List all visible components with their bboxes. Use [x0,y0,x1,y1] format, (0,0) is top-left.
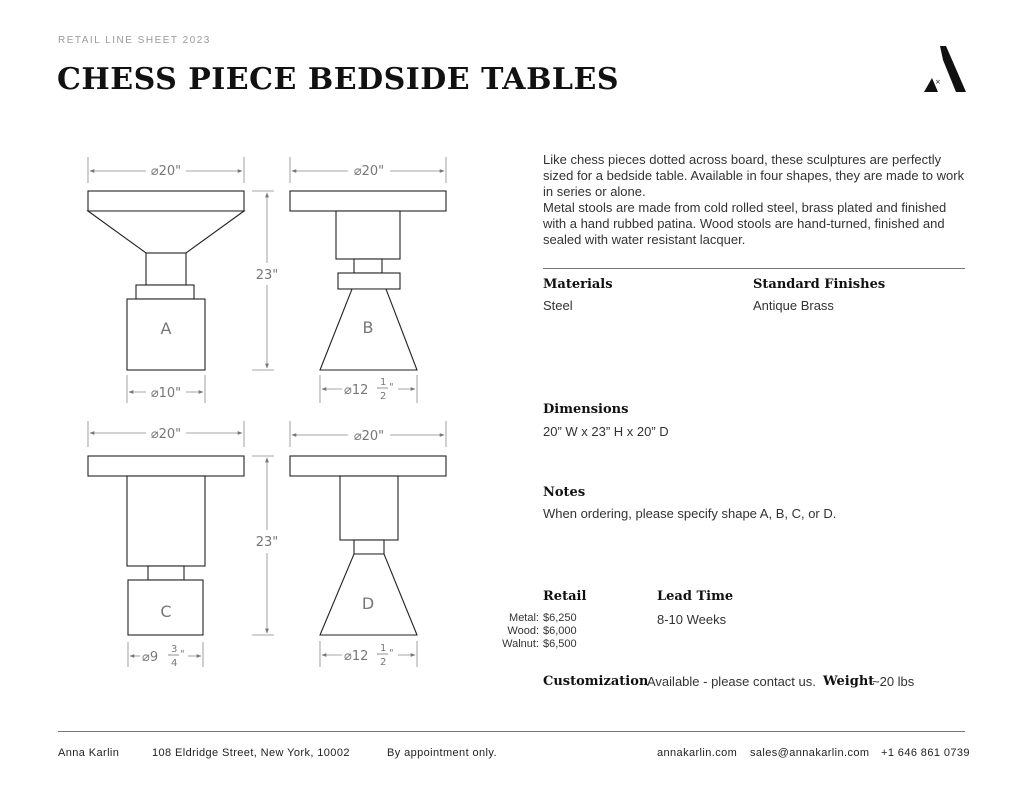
footer-divider [58,731,965,732]
weight-value: ~20 lbs [872,674,915,689]
shape-b-top-dim: ⌀20" [353,164,385,179]
finishes-heading: Standard Finishes [753,277,886,292]
notes-value: When ordering, please specify shape A, B, C, or D. [543,506,837,521]
shape-d-base-dim-whole: ⌀12 [344,649,369,664]
shape-c-label: C [160,602,172,621]
materials-value: Steel [543,298,573,313]
retail-metal-price: $6,250 [543,612,577,624]
retail-wood-price: $6,000 [543,625,577,637]
intro-text [543,152,965,248]
svg-text:×: × [935,78,941,86]
shape-c-base-dim-num: 3 [171,644,178,655]
dimensions-heading: Dimensions [543,402,629,417]
shape-b-base-dim-unit: " [389,382,394,393]
technical-drawings [60,145,480,685]
page-title: CHESS PIECE BEDSIDE TABLES [57,62,620,97]
anna-karlin-logo-icon [918,44,968,96]
retail-metal-label: Metal: [509,612,539,624]
shape-d-base-dim-den: 2 [380,657,387,668]
shape-b-base-dim-whole: ⌀12 [344,383,369,398]
footer-appointment: By appointment only. [387,747,497,759]
lead-time-value: 8-10 Weeks [657,612,727,627]
customization-value: Available - please contact us. [647,674,816,689]
retail-wood-label: Wood: [507,625,539,637]
footer-email-link[interactable]: sales@annakarlin.com [750,747,870,759]
shape-c-base-dim-den: 4 [171,658,178,669]
customization-heading: Customization [543,674,649,689]
shape-a-top-dim: ⌀20" [150,164,182,179]
footer-website-link[interactable]: annakarlin.com [657,747,738,759]
shape-b-base-dim-den: 2 [380,391,387,402]
shape-a-base-dim: ⌀10" [150,386,182,401]
shape-c-top-dim: ⌀20" [150,427,182,442]
section-divider [543,268,965,269]
retail-heading: Retail [543,589,587,604]
footer-phone[interactable]: +1 646 861 0739 [881,747,970,759]
shape-a-label: A [160,319,172,338]
lead-time-heading: Lead Time [657,589,734,604]
kicker-label: RETAIL LINE SHEET 2023 [58,35,211,46]
weight-heading: Weight [823,674,875,689]
materials-heading: Materials [543,277,613,292]
shape-d-label: D [361,594,375,613]
height-dim-bottom: 23" [255,535,279,550]
shape-d-base-dim-num: 1 [380,643,387,654]
shape-b-base-dim-num: 1 [380,377,387,388]
dimensions-value: 20” W x 23” H x 20” D [543,424,669,439]
shape-d-top-dim: ⌀20" [353,429,385,444]
shape-c-base-dim-whole: ⌀9 [142,650,159,665]
footer-name: Anna Karlin [58,747,120,759]
footer-address: 108 Eldridge Street, New York, 10002 [152,747,350,759]
height-dim-top: 23" [255,268,279,283]
shape-d-base-dim-unit: " [389,648,394,659]
finishes-value: Antique Brass [753,298,834,313]
shape-c-base-dim-unit: " [180,649,185,660]
intro-paragraph-1: Like chess pieces dotted across board, these sculptures are perfectly sized for a bedside table. Available in four shapes, they are made to work in series or alone. [543,152,965,199]
intro-paragraph-2: Metal stools are made from cold rolled steel, brass plated and finished with a hand rubbed patina. Wood stools are hand-turned, finished and sealed with water resistant lacquer. [543,200,947,247]
retail-walnut-price: $6,500 [543,638,577,650]
shape-b-label: B [362,318,374,337]
notes-heading: Notes [543,485,586,500]
retail-walnut-label: Walnut: [502,638,539,650]
